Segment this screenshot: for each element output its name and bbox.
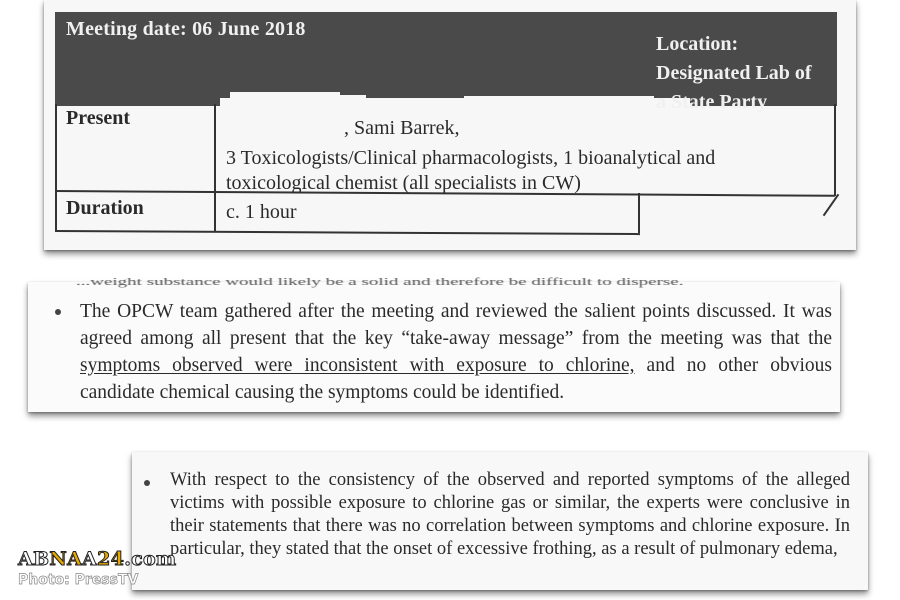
site-watermark: ABNAA24.com: [18, 548, 177, 570]
table-border: [55, 230, 640, 235]
underlined-finding: symptoms observed were inconsistent with exposure to chlorine,: [80, 355, 635, 376]
excerpt-paragraph: [80, 298, 832, 406]
redaction-area: [464, 96, 654, 102]
excerpt-paragraph: With respect to the consistency of the observed and reported symptoms of the alleged victims with possible exposure to chlorine gas or similar, the experts were conclusive in their statements that there was no correlation between symptoms and chlorine exposure. In particular, they stated that the onset of excessive frothing, as a result of pulmonary edema,: [170, 470, 850, 559]
table-border: [214, 104, 216, 232]
excerpt-text: and no other obvious candidate chemical causing the symptoms could be identified.: [80, 355, 833, 403]
duration-value: c. 1 hour: [226, 201, 297, 223]
bullet-icon: [55, 309, 61, 315]
present-specialists-cont: toxicological chemist (all specialists in CW): [226, 172, 581, 194]
meeting-date: Meeting date: 06 June 2018: [66, 18, 306, 40]
photo-credit: Photo: PressTV: [18, 572, 139, 588]
location-line: Designated Lab of: [656, 62, 812, 84]
location-line: a State Party: [656, 91, 768, 113]
pen-mark: [823, 194, 840, 216]
duration-label: Duration: [66, 197, 144, 219]
bullet-icon: [144, 480, 150, 486]
excerpt-text: The OPCW team gathered after the meeting and reviewed the salient points discussed. It was agreed among all present that the key “take-away message” from the meeting was that the: [80, 301, 832, 349]
table-border: [834, 104, 836, 196]
redaction-area: [306, 95, 366, 103]
meeting-table-clipping: [44, 0, 856, 250]
cut-off-line: ...weight substance would likely be a solid and therefore be difficult to disperse.: [76, 276, 684, 288]
present-specialists: 3 Toxicologists/Clinical pharmacologists, 1 bioanalytical and: [226, 147, 716, 169]
table-border: [55, 104, 57, 232]
location-label: Location:: [656, 33, 739, 55]
present-names: , Sami Barrek,: [344, 117, 460, 139]
location: [656, 30, 812, 117]
opcw-team-excerpt: [28, 276, 840, 412]
present-label: Present: [66, 107, 131, 129]
table-border: [638, 193, 640, 233]
experts-excerpt: [132, 452, 868, 590]
